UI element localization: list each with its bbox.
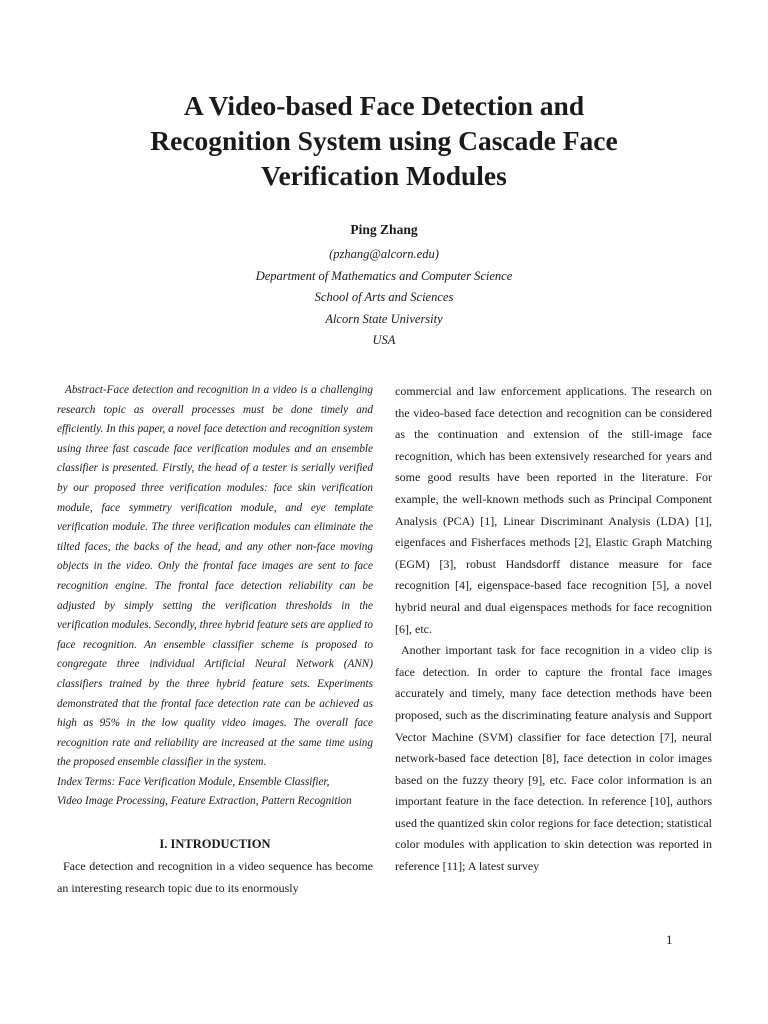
affiliation-school: School of Arts and Sciences — [314, 290, 454, 304]
title-line-3: Verification Modules — [261, 160, 507, 191]
affiliation-university: Alcorn State University — [325, 311, 443, 326]
intro-paragraph-start: Face detection and recognition in a video sequence has become an interesting research topic due to its enormously — [57, 859, 373, 895]
page-number: 1 — [666, 932, 673, 947]
intro-paragraph-continued: commercial and law enforcement applications. The research on the video-based face detection and recognition can be considered as the continuation and extension of the still-image face recognition, which has been extensively researched for years and some good results have been reported in the literature. For example, the well-known methods such as Principal Component Analysis (PCA) [1], Linear Discriminant Analysis (LDA) [1], eigenfaces and Fisherfaces methods [2], Elastic Graph Matching (EGM) [3], robust Handsdorff distance measure for face recognition [4], eigenspace-based face recognition [5], a novel hybrid neural and dual eigenspaces methods for face recognition [6], etc. — [395, 384, 712, 636]
affiliation-department: Department of Mathematics and Computer Science — [255, 268, 513, 283]
title-line-1: A Video-based Face Detection and — [183, 90, 585, 121]
paper-title — [60, 88, 708, 193]
index-terms-line-2: Video Image Processing, Feature Extraction, Pattern Recognition — [57, 795, 352, 808]
author-affiliation — [0, 244, 768, 352]
right-column — [395, 381, 712, 878]
intro-paragraph-face-detection: Another important task for face recognition in a video clip is face detection. In order to capture the frontal face images accurately and timely, many face detection methods have been proposed, such as the discriminating feature analysis and Support Vector Machine (SVM) classifier for face detection [7], neural network-based face detection [8], face detection in color images based on the fuzzy theory [9], etc. Face color information is an important feature in the face detection. In reference [10], authors used the quantized skin color regions for face detection; statistical color modules with application to skin detection was reported in reference [11]; A latest survey — [395, 643, 712, 874]
affiliation-country: USA — [372, 333, 396, 347]
index-terms-line-1: Index Terms: Face Verification Module, Ensemble Classifier, — [57, 775, 330, 788]
abstract-section — [57, 381, 373, 812]
title-line-2: Recognition System using Cascade Face — [150, 125, 618, 156]
section-heading-introduction: I. INTRODUCTION — [159, 837, 271, 852]
author-name: Ping Zhang — [350, 222, 418, 237]
abstract-text: Abstract-Face detection and recognition in a video is a challenging research topic as overall processes must be done timely and efficiently. In this paper, a novel face detection and recognition system using three fast cascade face verification modules and an ensemble classifier is presented. Firstly, the head of a tester is serially verified by our proposed three verification modules: face skin verification module, face symmetry verification module, and eye template verification module. The three verification modules can eliminate the tilted faces, the backs of the head, and any other non-face moving objects in the video. Only the frontal face images are sent to face recognition engine. The frontal face detection reliability can be adjusted by simply setting the verification thresholds in the verification modules. Secondly, three hybrid feature sets are applied to face recognition. An ensemble classifier scheme is proposed to congregate three individual Artificial Neural Network (ANN) classifiers trained by the three hybrid feature sets. Experiments demonstrated that the frontal face detection rate can be achieved as high as 95% in the low quality video images. The overall face recognition rate and reliability are increased at the same time using the proposed ensemble classifier in the system. — [57, 384, 373, 769]
author-email-link[interactable]: (pzhang@alcorn.edu) — [329, 247, 439, 261]
left-column — [57, 381, 373, 899]
